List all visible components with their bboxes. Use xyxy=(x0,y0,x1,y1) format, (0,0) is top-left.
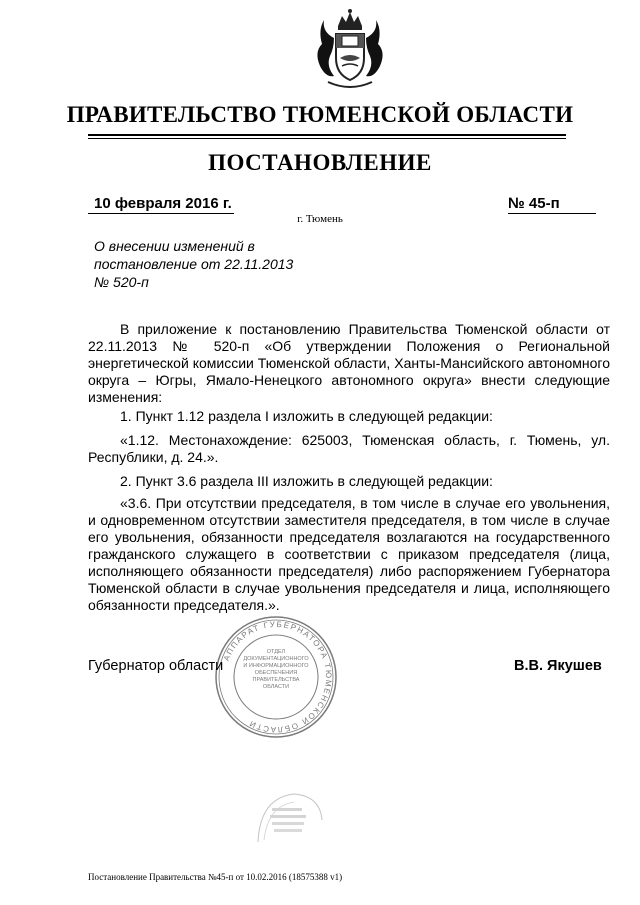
document-type-title: ПОСТАНОВЛЕНИЕ xyxy=(208,150,432,175)
document-date: 10 февраля 2016 г. xyxy=(88,195,234,214)
body-paragraph-quote-1: «1.12. Местонахождение: 625003, Тюменская область, г. Тюмень, ул. Республики, д. 24.». xyxy=(88,432,610,465)
organization-title: ПРАВИТЕЛЬСТВО ТЮМЕНСКОЙ ОБЛАСТИ xyxy=(66,102,574,127)
document-subject xyxy=(94,237,324,291)
body-paragraph-intro: В приложение к постановлению Правительства Тюменской области от 22.11.2013 № 520-п «Об утверждении Положения о Региональной энергетической комиссии Тюменской области, Ханты-Мансийского автономного округа – Югры, Ямало-Ненецкого автономного округа» внести следующие изменения: xyxy=(88,321,610,405)
document-number: № 45-п xyxy=(508,195,596,214)
seal-center-text: ОТДЕЛ ДОКУМЕНТАЦИОННОГО И ИНФОРМАЦИОННОГО ОБЕСПЕЧЕНИЯ ПРАВИТЕЛЬСТВА ОБЛАСТИ xyxy=(243,649,309,690)
body-paragraph-item-2: 2. Пункт 3.6 раздела III изложить в следующей редакции: xyxy=(120,473,493,489)
seal-ring-text: АППАРАТ ГУБЕРНАТОРА ТЮМЕНСКОЙ ОБЛАСТИ xyxy=(221,619,334,735)
body-paragraph-quote-2: «3.6. При отсутствии председателя, в том числе в случае его увольнения, и одновременном отсутствии заместителя председателя, в том числе в случае его увольнения, обязанности председателя возлагаются на государственного гражданского служащего в соответствии с приказом председателя (лица, исполняющего обязанности председателя) либо распоряжением Губернатора Тюменской области в случае увольнения председателя и лица, исполняющего обязанности председателя.». xyxy=(88,495,610,613)
header-divider xyxy=(88,134,566,136)
document-footer: Постановление Правительства №45-п от 10.02.2016 (18575388 v1) xyxy=(88,872,343,882)
signer-name: В.В. Якушев xyxy=(514,658,602,674)
faint-stamp-mark xyxy=(254,790,324,846)
official-seal-stamp xyxy=(214,615,338,739)
header-divider-thin xyxy=(88,138,566,139)
subject-line: О внесении изменений в xyxy=(94,238,255,254)
signer-title: Губернатор области xyxy=(88,658,224,674)
subject-line: постановление от 22.11.2013 xyxy=(94,256,294,272)
subject-line: № 520-п xyxy=(94,274,149,290)
coat-of-arms-emblem-icon xyxy=(300,8,400,98)
document-city: г. Тюмень xyxy=(297,213,343,225)
body-paragraph-item-1: 1. Пункт 1.12 раздела I изложить в следующей редакции: xyxy=(120,408,493,424)
